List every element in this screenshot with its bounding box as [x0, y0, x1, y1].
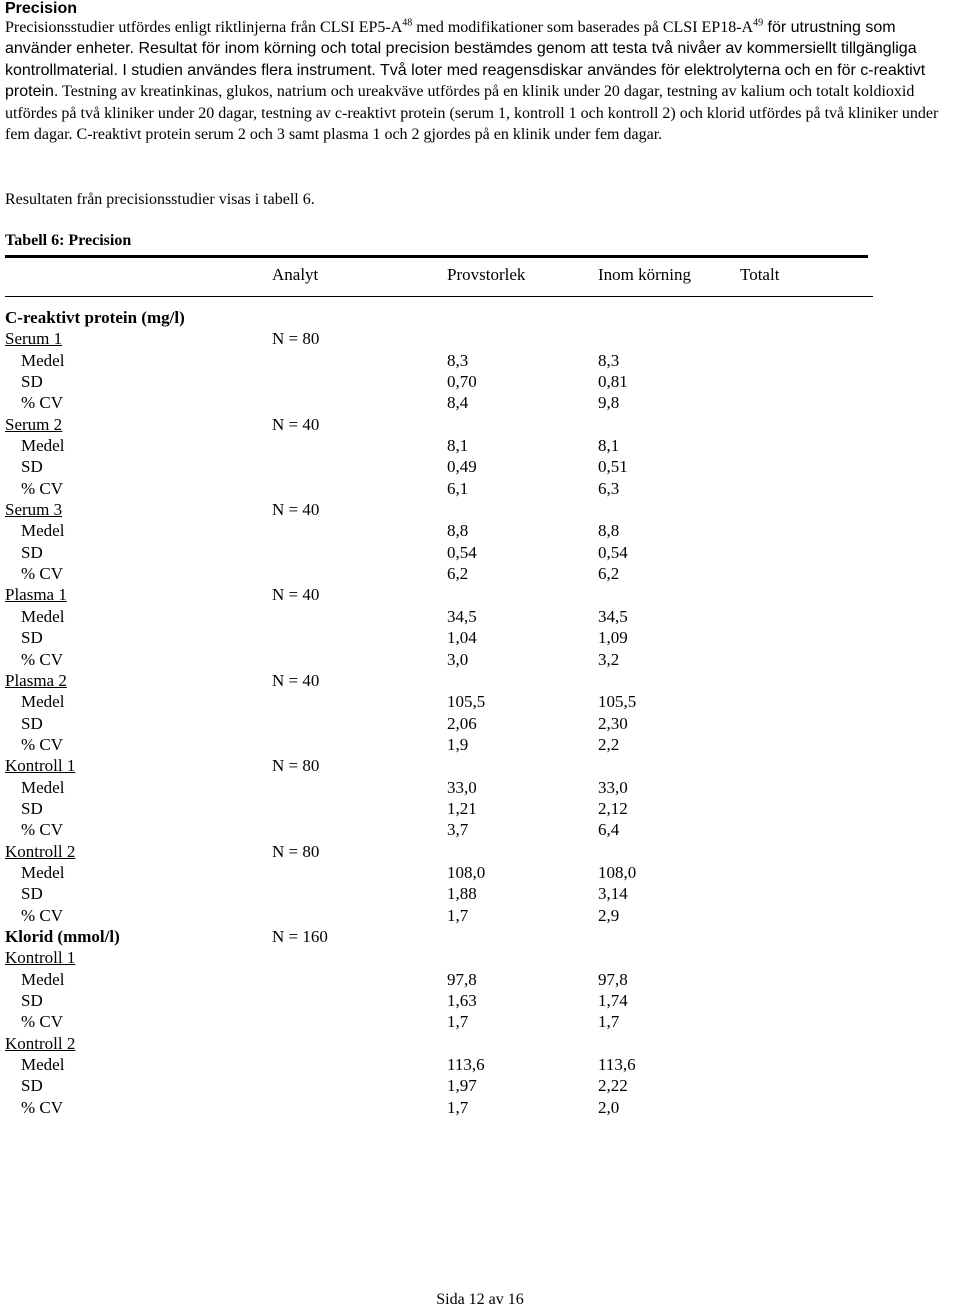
table-row [0, 499, 960, 520]
table-header-rule [5, 296, 873, 297]
within-run-value: 1,9 [447, 734, 469, 754]
header-totalt: Totalt [740, 265, 780, 284]
sample-label: Kontroll 2 [5, 1033, 76, 1053]
sample-label: Serum 1 [5, 329, 63, 349]
table-row [0, 969, 960, 990]
within-run-value: 6,2 [447, 564, 469, 584]
stat-label: % CV [21, 1097, 64, 1117]
within-run-value: 8,4 [447, 393, 469, 413]
sample-label: Serum 2 [5, 414, 63, 434]
table-row [0, 1054, 960, 1075]
total-value: 2,22 [598, 1076, 628, 1096]
stat-label: Medel [21, 521, 65, 541]
within-run-value: 108,0 [447, 862, 486, 882]
within-run-value: 34,5 [447, 606, 477, 626]
within-run-value: 1,88 [447, 884, 477, 904]
sample-label: Kontroll 1 [5, 948, 76, 968]
stat-label: % CV [21, 1012, 64, 1032]
total-value: 1,7 [598, 1012, 620, 1032]
within-run-value: 1,7 [447, 905, 469, 925]
sample-size: N = 40 [272, 670, 320, 690]
total-value: 3,14 [598, 884, 628, 904]
stat-label: Medel [21, 606, 65, 626]
table-row [0, 755, 960, 776]
page-number: Sida 12 av 16 [436, 1291, 524, 1308]
stat-label: % CV [21, 905, 64, 925]
within-run-value: 3,7 [447, 820, 469, 840]
within-run-value: 0,70 [447, 372, 477, 392]
stat-label: Medel [21, 436, 65, 456]
total-value: 2,2 [598, 734, 620, 754]
stat-label: SD [21, 372, 43, 392]
table-row [0, 819, 960, 840]
total-value: 97,8 [598, 969, 628, 989]
total-value: 1,74 [598, 991, 628, 1010]
total-value: 8,1 [598, 436, 620, 456]
table-row [0, 371, 960, 392]
stat-label: % CV [21, 478, 64, 498]
within-run-value: 1,21 [447, 798, 477, 818]
stat-label: SD [21, 1076, 43, 1096]
stat-label: SD [21, 798, 43, 818]
table-top-rule [5, 255, 868, 258]
stat-label: % CV [21, 734, 64, 754]
analyte-group-label: C-reaktivt protein (mg/l) [5, 308, 185, 327]
sample-size: N = 40 [272, 414, 320, 434]
within-run-value: 8,1 [447, 436, 469, 456]
total-value: 3,2 [598, 649, 620, 669]
total-value: 2,0 [598, 1097, 620, 1117]
table-row [0, 563, 960, 584]
table-row [0, 392, 960, 413]
table-row [0, 435, 960, 456]
within-run-value: 1,7 [447, 1097, 469, 1117]
within-run-value: 2,06 [447, 713, 477, 733]
table-row [0, 905, 960, 926]
stat-label: SD [21, 457, 43, 477]
within-run-value: 1,04 [447, 628, 477, 648]
table-row [0, 649, 960, 670]
table-row [0, 1097, 960, 1118]
total-value: 6,4 [598, 820, 620, 840]
sample-size: N = 40 [272, 500, 320, 520]
sample-label: Plasma 1 [5, 585, 67, 605]
total-value: 34,5 [598, 606, 628, 626]
table-row [0, 734, 960, 755]
stat-label: Medel [21, 969, 65, 989]
total-value: 105,5 [598, 692, 637, 712]
sample-label: Kontroll 2 [5, 841, 76, 861]
table-row [0, 841, 960, 862]
sample-size: N = 40 [272, 585, 320, 605]
table-row [0, 542, 960, 563]
stat-label: SD [21, 991, 43, 1010]
table-row [0, 478, 960, 499]
within-run-value: 33,0 [447, 777, 477, 797]
table-row [0, 1075, 960, 1096]
sample-size: N = 80 [272, 841, 320, 861]
table-row [0, 862, 960, 883]
total-value: 1,09 [598, 628, 628, 648]
sample-label: Serum 3 [5, 500, 63, 520]
stat-label: Medel [21, 692, 65, 712]
total-value: 33,0 [598, 777, 628, 797]
within-run-value: 8,3 [447, 350, 469, 370]
intro-text-part-2: med modifikationer som baserades på CLSI EP18-A [412, 19, 754, 36]
stat-label: SD [21, 628, 43, 648]
table-row [0, 691, 960, 712]
section-heading: Precision [5, 0, 78, 17]
total-value: 8,3 [598, 350, 620, 370]
stat-label: % CV [21, 820, 64, 840]
table-row [0, 307, 960, 328]
table-title: Tabell 6: Precision [5, 232, 132, 249]
within-run-value: 6,1 [447, 478, 469, 498]
table-row [0, 456, 960, 477]
within-run-value: 0,54 [447, 542, 477, 562]
table-row [0, 627, 960, 648]
within-run-value: 3,0 [447, 649, 469, 669]
table-row [0, 1011, 960, 1032]
total-value: 8,8 [598, 521, 620, 541]
within-run-value: 105,5 [447, 692, 486, 712]
table-row [0, 414, 960, 435]
within-run-value: 113,6 [447, 1055, 485, 1075]
table-row [0, 328, 960, 349]
within-run-value: 0,49 [447, 457, 477, 477]
total-value: 9,8 [598, 393, 620, 413]
table-row [0, 947, 960, 968]
analyte-group-label: Klorid (mmol/l) [5, 926, 120, 946]
total-value: 108,0 [598, 862, 637, 882]
stat-label: Medel [21, 1055, 65, 1075]
sample-label: Plasma 2 [5, 670, 67, 690]
intro-text-part-5: Testning av kreatinkinas, glukos, natrium och ureakväve utfördes på en klinik under 20 dagar, testning av kalium och totalt koldioxid utfördes på två kliniker under 20 dagar, testning av c-reaktivt protein (serum 1, kontroll 1 och kontroll 2) och klorid utfördes på två kliniker under fem dagar. C-reaktivt protein serum 2 och 3 samt plasma 1 och 2 gjordes på en klinik under fem dagar. [5, 83, 939, 144]
stat-label: Medel [21, 777, 65, 797]
table-row [0, 713, 960, 734]
reference-49: 49 [753, 17, 764, 29]
total-value: 2,12 [598, 798, 628, 818]
sample-label: Kontroll 1 [5, 756, 76, 776]
stat-label: Medel [21, 350, 65, 370]
stat-label: SD [21, 542, 43, 562]
stat-label: % CV [21, 649, 64, 669]
table-row [0, 777, 960, 798]
intro-text-part-1: Precisionsstudier utfördes enligt riktlinjerna från CLSI EP5-A [5, 19, 403, 36]
stat-label: % CV [21, 564, 64, 584]
within-run-value: 1,7 [447, 1012, 469, 1032]
total-value: 2,30 [598, 713, 628, 733]
intro-text-part-4: Två loter med reagensdiskar användes för elektrolyterna och en för c-reaktivt protein. [5, 61, 926, 101]
table-row [0, 883, 960, 904]
total-value: 0,51 [598, 457, 628, 477]
header-provstorlek: Provstorlek [447, 265, 526, 284]
stat-label: Medel [21, 862, 65, 882]
table-row [0, 520, 960, 541]
stat-label: % CV [21, 393, 64, 413]
table-row [0, 670, 960, 691]
within-run-value: 1,63 [447, 991, 477, 1010]
total-value: 0,54 [598, 542, 628, 562]
table-row [0, 990, 960, 1011]
header-inom-korning: Inom körning [598, 265, 692, 284]
table-row [0, 926, 960, 947]
sample-size: N = 160 [272, 926, 328, 946]
within-run-value: 8,8 [447, 521, 469, 541]
within-run-value: 97,8 [447, 969, 477, 989]
precision-table-body [0, 307, 960, 1118]
table-row [0, 606, 960, 627]
total-value: 113,6 [598, 1055, 636, 1075]
table-row [0, 798, 960, 819]
sample-size: N = 80 [272, 329, 320, 349]
table-row [0, 584, 960, 605]
reference-48: 48 [402, 17, 413, 29]
within-run-value: 1,97 [447, 1076, 477, 1096]
total-value: 0,81 [598, 372, 628, 392]
intro-text-part-3: för utrustning som använder enheter. Resultat för inom körning och total precision bestämdes genom att testa två nivåer av kommersiellt tillgängliga kontrollmaterial. I studien användes flera instrument. [5, 19, 917, 79]
total-value: 6,2 [598, 564, 620, 584]
header-analyt: Analyt [272, 265, 319, 284]
table-row [0, 1033, 960, 1054]
total-value: 2,9 [598, 905, 620, 925]
intro-paragraph [5, 17, 951, 145]
stat-label: SD [21, 884, 43, 904]
stat-label: SD [21, 713, 43, 733]
total-value: 6,3 [598, 478, 620, 498]
sample-size: N = 80 [272, 756, 320, 776]
table-row [0, 350, 960, 371]
results-sentence: Resultaten från precisionsstudier visas i tabell 6. [5, 191, 315, 208]
